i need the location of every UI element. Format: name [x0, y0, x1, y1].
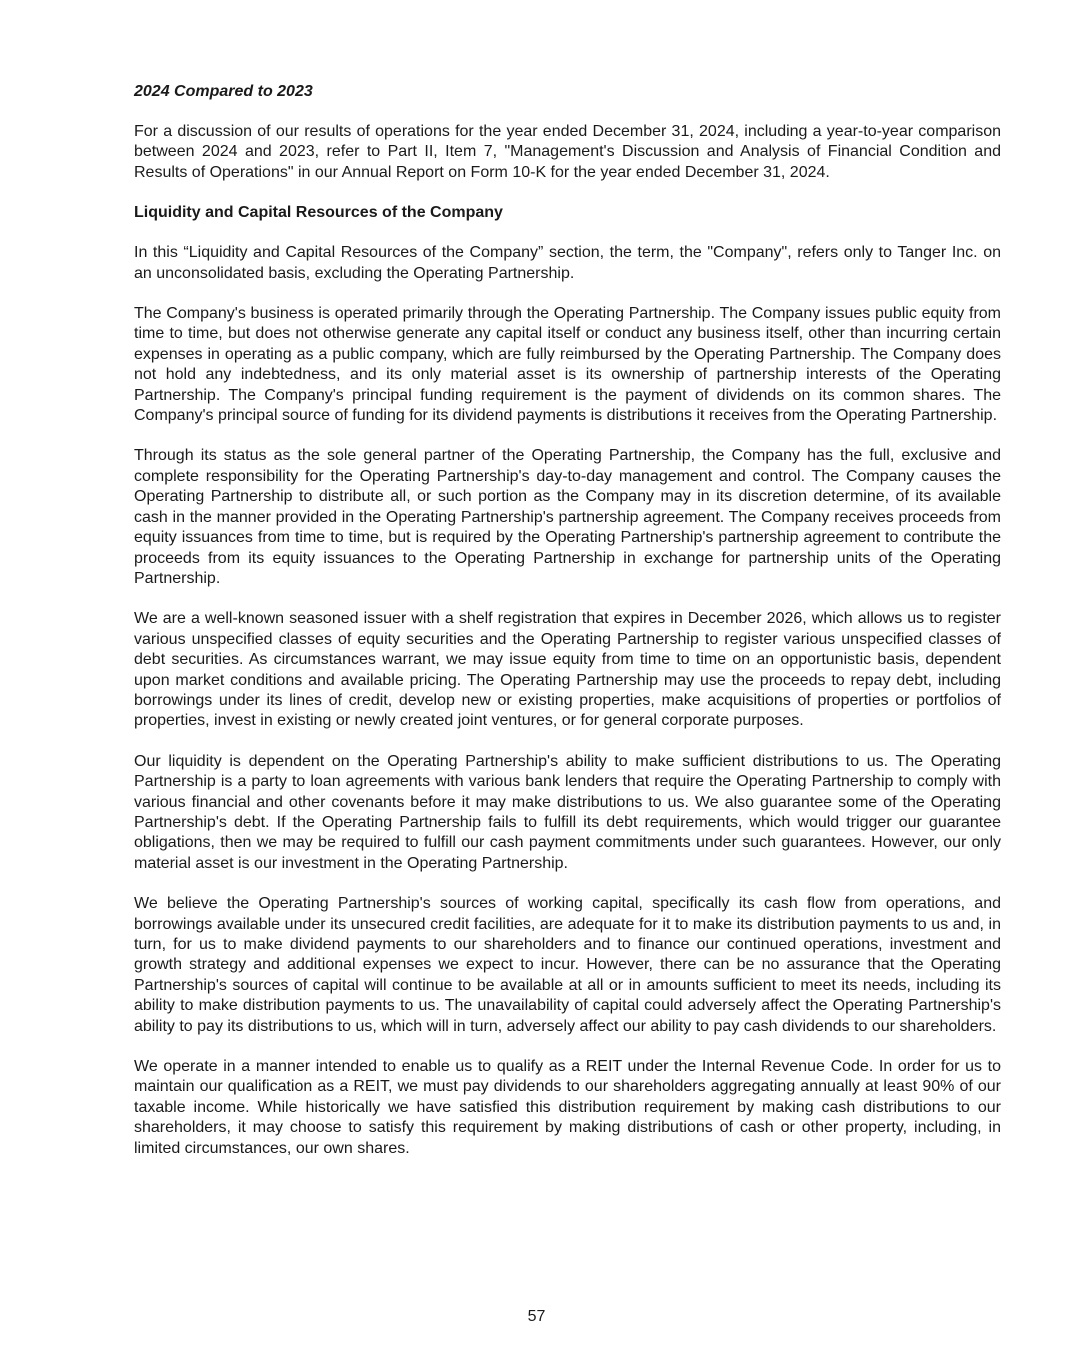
paragraph-reit-qualification: We operate in a manner intended to enable us to qualify as a REIT under the Internal Revenue Code. In order for us to maintain our qualification as a REIT, we must pay dividends to our shareholders aggregating annually at least 90% of our taxable income. While historically we have satisfied this distribution requirement by making cash distributions to our shareholders, it may choose to satisfy this requirement by making distributions of cash or other property, including, in limited circumstances, our own shares.: [134, 1058, 1001, 1157]
paragraph-company-business: The Company's business is operated primarily through the Operating Partnership. The Company issues public equity from time to time, but does not otherwise generate any capital itself or conduct any business itself, other than incurring certain expenses in operating as a public company, which are fully reimbursed by the Operating Partnership. The Company does not hold any indebtedness, and its only material asset is its ownership of partnership interests of the Operating Partnership. The Company's principal funding requirement is the payment of dividends on its common shares. The Company's principal source of funding for its dividend payments is distributions it receives from the Operating Partnership.: [134, 305, 1001, 425]
section-heading-2024-vs-2023: 2024 Compared to 2023: [134, 83, 313, 100]
page-number: 57: [527, 1308, 546, 1325]
paragraph-shelf-registration: We are a well-known seasoned issuer with a shelf registration that expires in December 2026, which allows us to register various unspecified classes of equity securities and the Operating Partnership to register various unspecified classes of debt securities. As circumstances warrant, we may issue equity from time to time on an opportunistic basis, dependent upon market conditions and available pricing. The Operating Partnership may use the proceeds to repay debt, including borrowings under its lines of credit, develop new or existing properties, make acquisitions of properties or portfolios of properties, invest in existing or newly created joint ventures, or for general corporate purposes.: [134, 610, 1001, 730]
document-page: [134, 82, 1001, 1179]
section-heading-liquidity: Liquidity and Capital Resources of the Company: [134, 204, 503, 222]
paragraph-company-definition: In this “Liquidity and Capital Resources of the Company” section, the term, the "Company", refers only to Tanger Inc. on an unconsolidated basis, excluding the Operating Partnership.: [134, 244, 1001, 282]
paragraph-general-partner: Through its status as the sole general partner of the Operating Partnership, the Company has the full, exclusive and complete responsibility for the Operating Partnership's day-to-day management and control. The Company causes the Operating Partnership to distribute all, or such portion as the Company may in its discretion determine, of its available cash in the manner provided in the Operating Partnership's partnership agreement. The Company receives proceeds from equity issuances from time to time, but is required by the Operating Partnership's partnership agreement to contribute the proceeds from its equity issuances to the Operating Partnership in exchange for partnership units of the Operating Partnership.: [134, 447, 1001, 587]
paragraph-results-discussion: For a discussion of our results of operations for the year ended December 31, 2024, including a year-to-year comparison between 2024 and 2023, refer to Part II, Item 7, "Management's Discussion and Analysis of Financial Condition and Results of Operations" in our Annual Report on Form 10-K for the year ended December 31, 2024.: [134, 123, 1001, 181]
paragraph-liquidity-dependence: Our liquidity is dependent on the Operating Partnership's ability to make sufficient distributions to us. The Operating Partnership is a party to loan agreements with various bank lenders that require the Operating Partnership to comply with various financial and other covenants before it may make distributions to us. We also guarantee some of the Operating Partnership's debt. If the Operating Partnership fails to fulfill its debt requirements, which would trigger our guarantee obligations, then we may be required to fulfill our cash payment commitments under such guarantees. However, our only material asset is our investment in the Operating Partnership.: [134, 752, 1001, 872]
paragraph-working-capital: We believe the Operating Partnership's sources of working capital, specifically its cash flow from operations, and borrowings available under its unsecured credit facilities, are adequate for it to make its distribution payments to us and, in turn, for us to make dividend payments to our shareholders and to finance our continued operations, investment and growth strategy and additional expenses we expect to incur. However, there can be no assurance that the Operating Partnership's sources of capital will continue to be available at all or in amounts sufficient to meet its needs, including its ability to make distribution payments to us. The unavailability of capital could adversely affect the Operating Partnership's ability to pay its distributions to us, which will in turn, adversely affect our ability to pay cash dividends to our shareholders.: [134, 895, 1001, 1035]
